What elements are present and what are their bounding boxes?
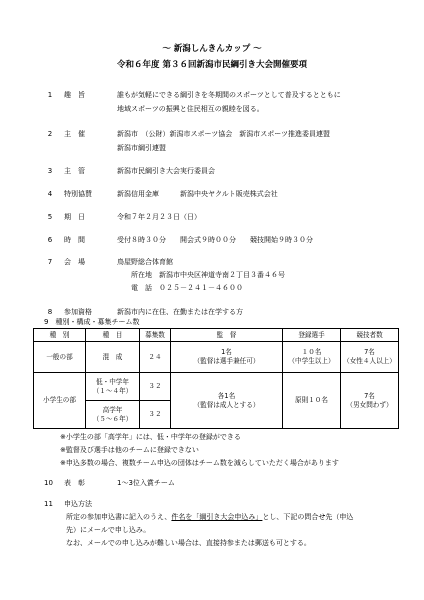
table-header-cell: 種 目 [86, 329, 140, 342]
event-cell [86, 401, 140, 429]
section-label: 時 間 [64, 236, 85, 244]
section-number: 5 [47, 213, 53, 221]
table-note: ※小学生の部「高学年」には、低・中学年の登録ができる [60, 433, 241, 441]
section-label: 会 場 [64, 258, 85, 266]
event-line: （１～４年） [92, 386, 133, 395]
table-note: ※申込多数の場合、複数チーム申込の団体はチーム数を減らしていただく場合があります [60, 459, 339, 467]
count-cell: ３２ [140, 401, 171, 429]
section-label: 特別協賛 [64, 190, 92, 198]
coach-cell [171, 342, 283, 373]
section-text: 新潟信用金庫 新潟中央ヤクルト販売株式会社 [117, 190, 278, 198]
table-note: ※監督及び選手は他のチームに登録できない [60, 446, 199, 454]
document-title: ～ 新潟しんきんカップ ～ [162, 44, 262, 54]
count-cell: ２４ [140, 342, 171, 373]
table-header-cell: 監 督 [171, 329, 283, 342]
competitors-line: 7名 [364, 391, 375, 400]
category-cell: 一般の部 [34, 342, 86, 373]
section-text: 新潟市民綱引き大会実行委員会 [117, 167, 215, 175]
section-text: 令和７年２月２３日（日） [117, 213, 201, 221]
coach-line: 1名 [221, 348, 232, 356]
table-header-cell: 募集数 [140, 329, 171, 342]
document-subtitle: 令和６年度 第３６回新潟市民綱引き大会開催要項 [117, 60, 307, 70]
competitors-line: 7名 [364, 348, 375, 356]
competitors-cell [341, 373, 399, 429]
section-text: なお、メールでの申し込みが難しい場合は、直接持参または郵送も可とする。 [66, 539, 311, 547]
team-table [33, 328, 399, 429]
section-label: 期 日 [64, 213, 85, 221]
section-label: 趣 旨 [64, 91, 85, 99]
section-number: 1 [47, 91, 53, 99]
event-cell [86, 373, 140, 401]
section-number: 3 [47, 167, 53, 175]
section-text: 地域スポーツの振興と住民相互の親睦を図る。 [117, 105, 264, 113]
event-line: 低・中学年 [96, 377, 129, 386]
section-number: 10 [44, 479, 53, 487]
section-text: 鳥屋野総合体育館 [117, 258, 173, 266]
event-line: （５～６年） [92, 414, 133, 423]
players-cell: 原則１０名 [283, 373, 341, 429]
section-label: 主 催 [64, 130, 85, 138]
section-number: 2 [47, 130, 53, 138]
section-text: 新潟市 （公財）新潟市スポーツ協会 新潟市スポーツ推進委員連盟 [117, 130, 330, 138]
players-cell [283, 342, 341, 373]
table-header-cell: 競技者数 [341, 329, 399, 342]
section-text: 誰もが気軽にできる綱引きを冬期間のスポーツとして普及するとともに [117, 91, 341, 99]
section-text: 新潟市綱引連盟 [117, 144, 166, 152]
section-text: 所在地 新潟市中央区神道寺南２丁目３番４６号 [117, 271, 285, 279]
section-number: 7 [47, 258, 53, 266]
table-header-cell: 種 別 [34, 329, 86, 342]
email-subject-emphasis: 件名を「綱引き大会申込み」 [171, 513, 263, 521]
table-header-cell: 登録選手 [283, 329, 341, 342]
section-text: 受付８時３０分 開会式９時００分 競技開始９時３０分 [117, 236, 313, 244]
competitors-line: （男女問わず） [346, 400, 393, 409]
event-cell: 混 成 [86, 342, 140, 373]
section-label: 申込方法 [64, 500, 92, 508]
count-cell: ３２ [140, 373, 171, 401]
category-cell: 小学生の部 [34, 373, 86, 429]
coach-line: （監督は選手兼任可） [193, 357, 260, 365]
table-row-general [34, 342, 399, 373]
coach-line: （監督は成人とする） [193, 400, 260, 409]
coach-line: 各1名 [217, 391, 236, 400]
section-text: 新潟市内に在住、在勤または在学する方 [117, 308, 243, 316]
section-text: 電 話 ０２５－２４１－４６００ [117, 284, 243, 292]
section-number: 11 [44, 500, 53, 508]
section-number: 4 [47, 190, 53, 198]
section-label: 表 彰 [64, 479, 85, 487]
competitors-cell [341, 342, 399, 373]
coach-cell [171, 373, 283, 429]
table-header-row [34, 329, 399, 342]
section-text: 先）にメールで申し込み。 [66, 526, 151, 534]
competitors-line: （女性４人以上） [343, 357, 396, 365]
section-text: 所定の参加申込書に記入のうえ、件名を「綱引き大会申込み」とし、下記の問合せ先（申込 [66, 513, 354, 521]
event-line: 高学年 [102, 405, 123, 414]
players-line: （中学生以上） [288, 357, 335, 365]
section-number: 8 [47, 308, 53, 316]
players-line: １０名 [301, 348, 322, 356]
table-heading: 9 種別・構成・募集チーム数 [44, 318, 140, 326]
table-row-elementary-low [34, 373, 399, 401]
section-label: 主 管 [64, 167, 85, 175]
section-text: 1～3位入賞チーム [117, 479, 175, 487]
section-label: 参加資格 [64, 308, 92, 316]
section-number: 6 [47, 236, 53, 244]
